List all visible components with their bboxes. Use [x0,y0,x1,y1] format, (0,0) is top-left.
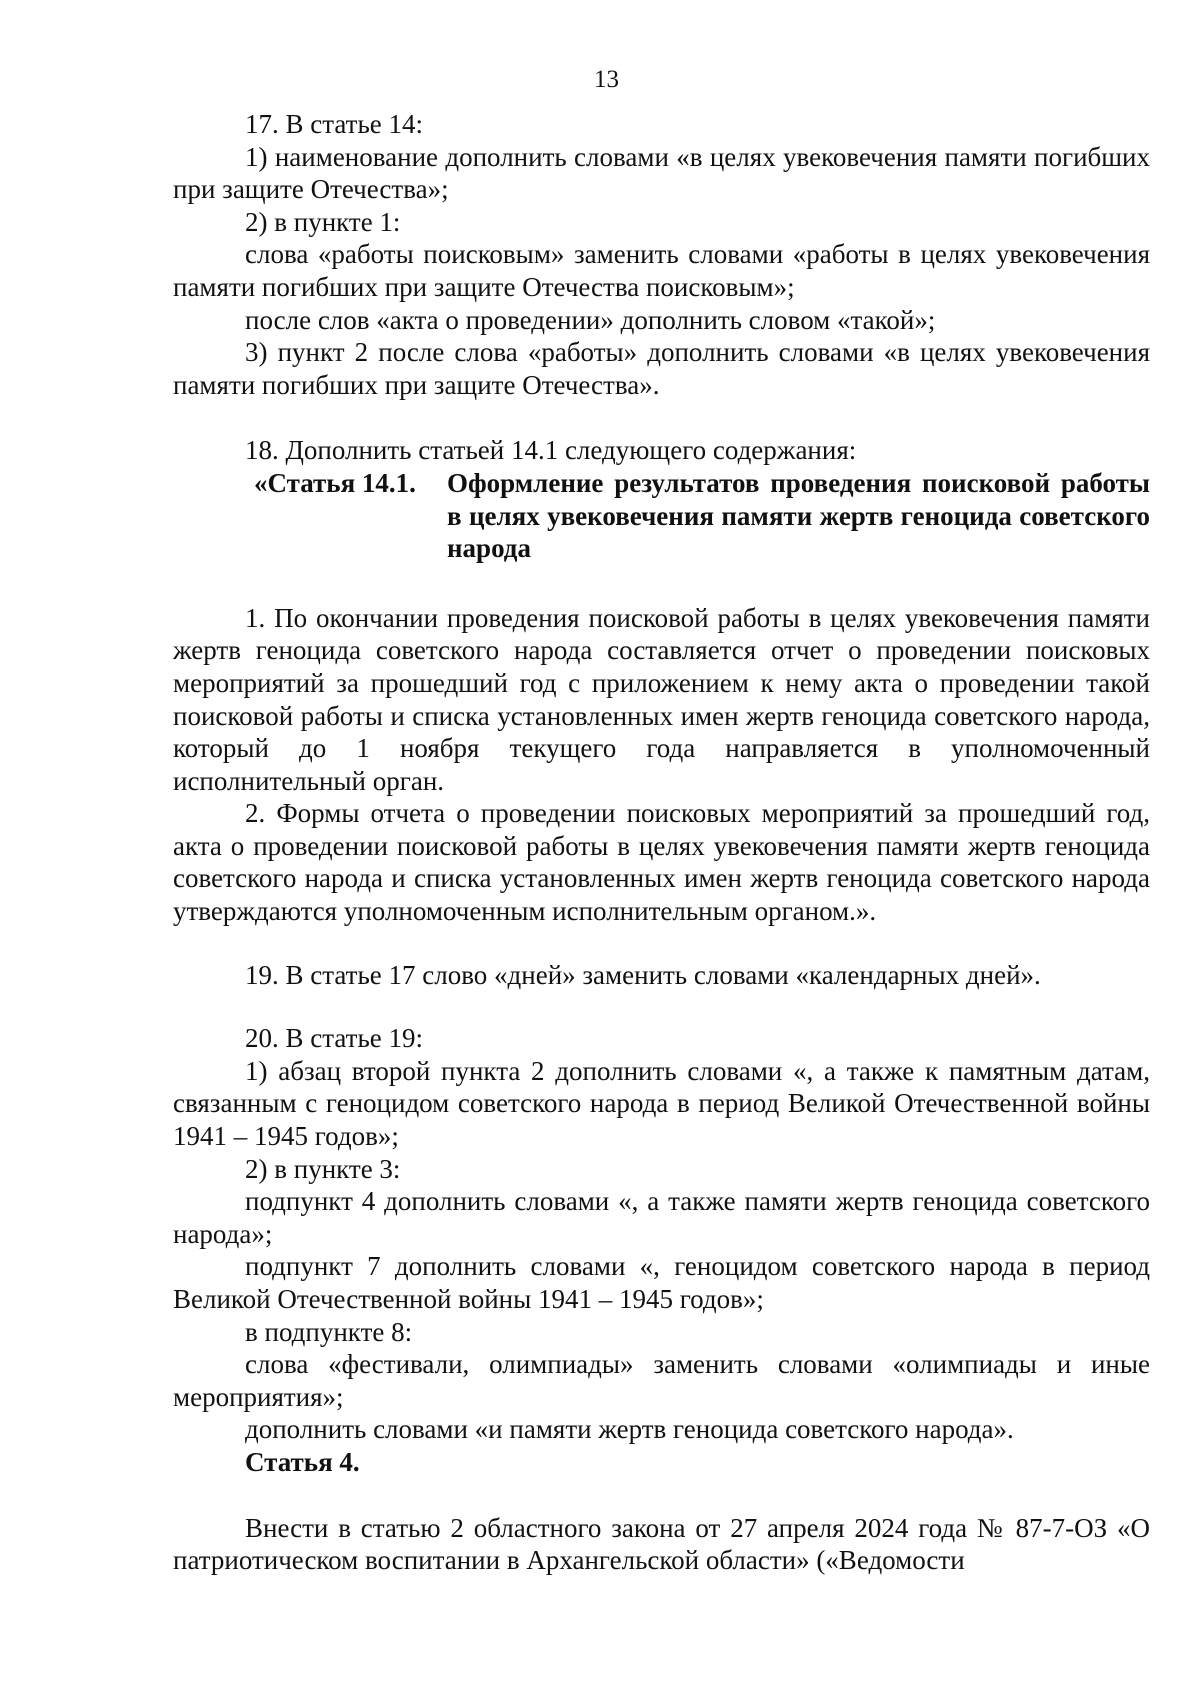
item-20-sub-2d: слова «фестивали, олимпиады» заменить словами «олимпиады и иные мероприятия»; [173,1349,1150,1412]
page-number: 13 [594,66,619,93]
item-17-sub-1: 1) наименование дополнить словами «в целях увековечения памяти погибших при защите Отечества»; [173,141,1150,205]
item-20-sub-2c: в подпункте 8: [245,1316,413,1347]
item-20-sub-2a: подпункт 4 дополнить словами «, а также памяти жертв геноцида советского народа»; [173,1186,1150,1249]
item-18-title: 18. Дополнить статьей 14.1 следующего содержания: [245,435,857,466]
item-20-title: 20. В статье 19: [245,1023,424,1054]
item-20-sub-2b: подпункт 7 дополнить словами «, геноцидом советского народа в период Великой Отечественной войны 1941 – 1945 годов»; [173,1251,1150,1314]
item-20-sub-1: 1) абзац второй пункта 2 дополнить словами «, а также к памятным датам, связанным с геноцидом советского народа в период Великой Отечественной войны 1941 – 1945 годов»; [173,1055,1150,1152]
item-20-sub-2: 2) в пункте 3: [245,1153,401,1184]
article-14-1-part-1: 1. По окончании проведения поисковой работы в целях увековечения памяти жертв геноцида советского народа составляется отчет о проведении поисковых мероприятий за прошедший год с приложением к нему акта о проведении такой поисковой работы и списка установленных имен жертв геноцида советского народа, который до 1 ноября текущего года направляется в уполномоченный исполнительный орган. [173,602,1150,796]
item-17-sub-2a: слова «работы поисковым» заменить словами «работы в целях увековечения памяти погибших при защите Отечества поисковым»; [173,239,1150,302]
item-17-sub-2b: после слов «акта о проведении» дополнить словом «такой»; [245,304,936,335]
item-17-title: 17. В статье 14: [245,109,424,139]
item-17-sub-3: 3) пункт 2 после слова «работы» дополнить словами «в целях увековечения памяти погибших при защите Отечества». [173,337,1150,400]
item-19: 19. В статье 17 слово «дней» заменить словами «календарных дней». [245,959,1041,990]
document-body [173,108,1150,1577]
article-14-1-title: Оформление результатов проведения поисковой работы в целях увековечения памяти жертв геноцида советского народа [447,467,1150,564]
article-4-text: Внести в статью 2 областного закона от 27 апреля 2024 года № 87-7-ОЗ «О патриотическом воспитании в Архангельской области» («Ведомости [173,1512,1150,1576]
item-17-sub-2: 2) в пункте 1: [245,206,401,237]
article-14-1-part-2: 2. Формы отчета о проведении поисковых мероприятий за прошедший год, акта о проведении поисковой работы в целях увековечения памяти жертв геноцида советского народа и списка установленных имен жертв геноцида советского народа утверждаются уполномоченным исполнительным органом.». [173,798,1150,927]
article-4-heading: Статья 4. [245,1446,360,1477]
article-14-1-number: «Статья 14.1. [254,467,416,498]
article-14-1-heading [254,467,1150,565]
item-20-sub-2e: дополнить словами «и памяти жертв геноцида советского народа». [245,1414,1014,1445]
